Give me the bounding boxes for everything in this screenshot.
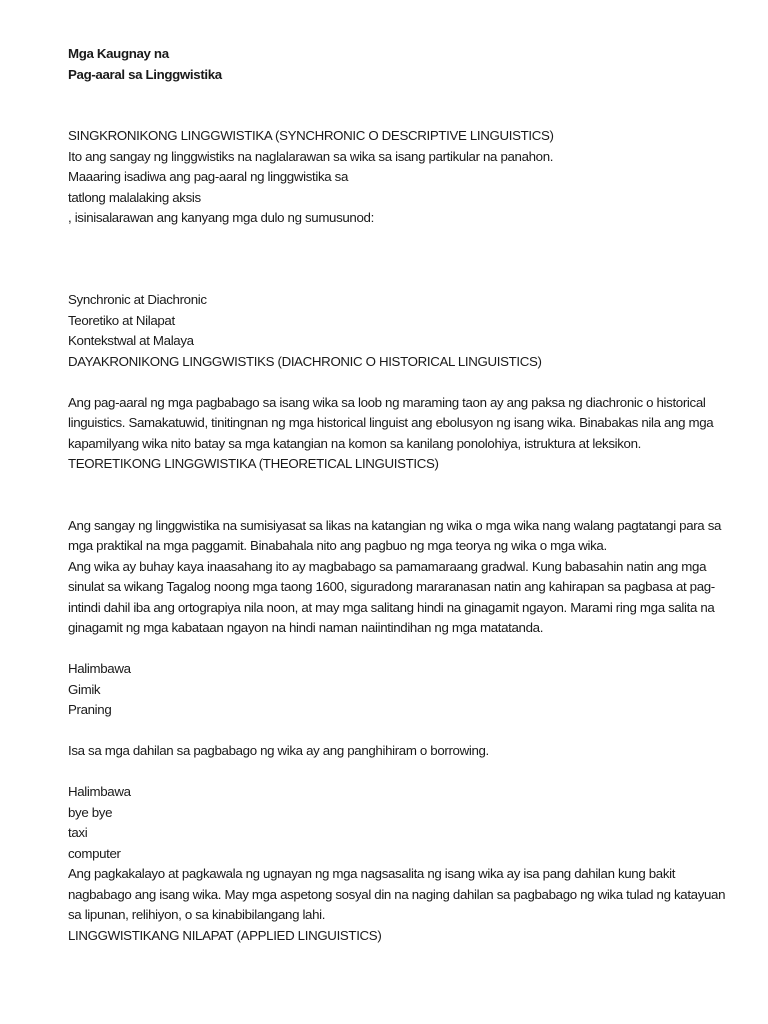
example-label: Halimbawa <box>68 784 131 799</box>
document-title <box>68 44 728 85</box>
spacer <box>68 270 728 291</box>
paragraph-theoretical-1: Ang sangay ng linggwistika na sumisiyasat sa likas na katangian ng wika o mga wika nang walang pagtatangi para sa mga praktikal na mga paggamit. Binabahala nito ang pagbuo ng mga teorya ng wika o mga wika. <box>68 517 722 553</box>
paragraph-theoretical-3: Ang pagkakalayo at pagkawala ng ugnayan ng mga nagsasalita ng isang wika ay isa pang dahilan kung bakit nagbabago ang isang wika. May mga aspetong sosyal din na naging dahilan sa pagbabago ng wika tulad ng katayuan sa lipunan, relihiyon, o sa kinabibilangang lahi. <box>68 866 726 922</box>
section-heading-diachronic: DAYAKRONIKONG LINGGWISTIKS (DIACHRONIC O HISTORICAL LINGUISTICS) <box>68 353 542 369</box>
axes-list <box>68 290 728 352</box>
spacer <box>68 372 728 393</box>
axis-item: Synchronic at Diachronic <box>68 292 207 307</box>
section-heading-applied: LINGGWISTIKANG NILAPAT (APPLIED LINGUISTICS) <box>68 927 382 943</box>
example-item: Praning <box>68 702 112 717</box>
document-body <box>68 44 728 946</box>
section-heading-theoretical: TEORETIKONG LINGGWISTIKA (THEORETICAL LINGUISTICS) <box>68 456 439 471</box>
spacer <box>68 721 728 742</box>
spacer <box>68 475 728 516</box>
example-list-1 <box>68 659 728 721</box>
example-list-2 <box>68 782 728 864</box>
text-line: Maaaring isadiwa ang pag-aaral ng linggwistika sa <box>68 169 348 184</box>
text-borrowing: Isa sa mga dahilan sa pagbabago ng wika ay ang panghihiram o borrowing. <box>68 743 489 758</box>
section-heading-synchronic: SINGKRONIKONG LINGGWISTIKA (SYNCHRONIC O DESCRIPTIVE LINGUISTICS) <box>68 128 554 143</box>
text-line: Ito ang sangay ng linggwistiks na naglalarawan sa wika sa isang partikular na panahon. <box>68 148 554 164</box>
title-line-1: Mga Kaugnay na <box>68 46 169 61</box>
example-item: taxi <box>68 825 88 840</box>
example-label: Halimbawa <box>68 661 131 676</box>
spacer <box>68 85 728 126</box>
example-item: computer <box>68 845 121 861</box>
spacer <box>68 229 728 270</box>
example-item: Gimik <box>68 681 101 697</box>
title-line-2: Pag-aaral sa Linggwistika <box>68 66 222 82</box>
spacer <box>68 639 728 660</box>
spacer <box>68 762 728 783</box>
axis-item: Teoretiko at Nilapat <box>68 312 175 328</box>
paragraph-theoretical-2: Ang wika ay buhay kaya inaasahang ito ay magbabago sa pamamaraang gradwal. Kung babasahin natin ang mga sinulat sa wikang Tagalog noong mga taong 1600, siguradong mararanasan natin ang kahirapan sa pagbasa at pag-intindi dahil iba ang ortograpiya nila noon, at may mga salitang hindi na ginagamit ngayon. Marami ring mga salita na ginagamit ng mga kabataan ngayon na hindi naman naiintindihan ng mga matatanda. <box>68 558 715 635</box>
text-line: tatlong malalaking aksis <box>68 189 201 205</box>
paragraph-diachronic: Ang pag-aaral ng mga pagbabago sa isang wika sa loob ng maraming taon ay ang paksa ng diachronic o historical linguistics. Samakatuwid, tinitingnan ng mga historical linguist ang ebolusyon ng isang wika. Binabakas nila ang mga kapamilyang wika nito batay sa mga katangian na komon sa kanilang ponolohiya, istruktura at leksikon. <box>68 394 714 451</box>
example-item: bye bye <box>68 804 113 820</box>
axis-item: Kontekstwal at Malaya <box>68 333 194 348</box>
text-line: , isinisalarawan ang kanyang mga dulo ng sumusunod: <box>68 210 374 225</box>
